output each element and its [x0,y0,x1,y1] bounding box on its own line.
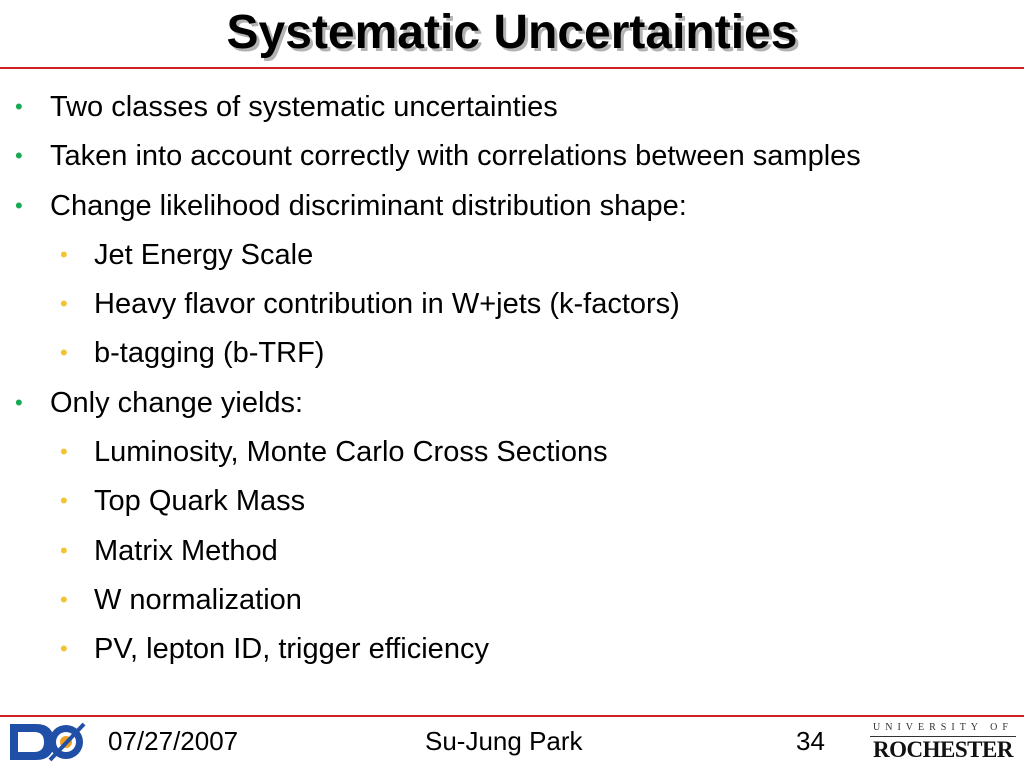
bullet-dot-icon: • [15,94,23,119]
sub-bullet-dot-icon: • [60,241,68,267]
bullet-item [0,86,1024,135]
title-divider [0,67,1024,69]
sub-bullet-item [0,579,1024,628]
footer-date: 07/27/2007 [108,726,239,756]
sub-bullet-item [0,431,1024,480]
sub-bullet-item [0,530,1024,579]
bullet-text: Heavy flavor contribution in W+jets (k-factors) [94,288,680,321]
sub-bullet-dot-icon: • [60,439,68,465]
page-number: 34 [796,726,825,756]
sub-bullet-item [0,480,1024,529]
footer-author: Su-Jung Park [425,726,583,756]
sub-bullet-item [0,332,1024,381]
sub-bullet-item [0,628,1024,677]
bullet-dot-icon: • [15,192,23,218]
sub-bullet-dot-icon: • [60,537,68,563]
sub-bullet-item [0,283,1024,332]
bullet-text: Change likelihood discriminant distribution shape: [50,189,687,222]
slide-title: Systematic Uncertainties [226,6,798,59]
university-of-rochester-logo [868,722,1018,762]
bullet-text: W normalization [94,583,302,616]
bullet-text: PV, lepton ID, trigger efficiency [94,633,489,666]
logo-main-text: ROCHESTER [873,737,1013,762]
sub-bullet-dot-icon: • [60,636,68,662]
bullet-text: Only change yields: [50,386,304,419]
footer-divider [0,715,1024,717]
sub-bullet-dot-icon: • [60,340,68,366]
bullet-text: Matrix Method [94,534,278,567]
bullet-dot-icon: • [15,143,23,169]
sub-bullet-item [0,234,1024,283]
bullet-text: Luminosity, Monte Carlo Cross Sections [94,436,608,469]
sub-bullet-dot-icon: • [60,488,68,514]
bullet-item [0,382,1024,431]
bullet-dot-icon: • [15,389,23,415]
bullet-list [0,86,1024,678]
bullet-text: b-tagging (b-TRF) [94,337,325,370]
logo-top-text: UNIVERSITY OF [873,722,1013,733]
bullet-item [0,185,1024,234]
bullet-text: Jet Energy Scale [94,238,314,271]
bullet-item [0,135,1024,184]
bullet-text: Taken into account correctly with correlations between samples [50,140,861,173]
slide-footer [0,718,1024,768]
d0-experiment-logo-icon [6,720,88,764]
sub-bullet-dot-icon: • [60,291,68,317]
bullet-text: Top Quark Mass [94,485,306,518]
sub-bullet-dot-icon: • [60,586,68,612]
bullet-text: Two classes of systematic uncertainties [50,91,558,123]
